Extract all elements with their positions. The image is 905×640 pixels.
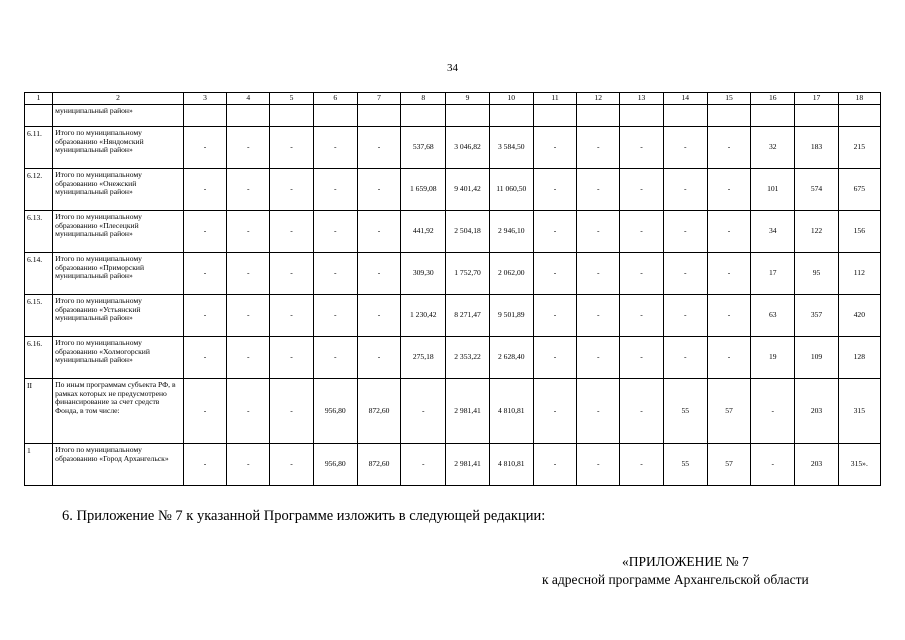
- table-cell: -: [183, 444, 226, 486]
- table-cell: 57: [707, 444, 750, 486]
- table-cell: 9 401,42: [446, 169, 489, 211]
- table-cell: 2 062,00: [489, 253, 533, 295]
- table-header-cell: 8: [401, 93, 446, 105]
- table-cell: -: [707, 211, 750, 253]
- table-cell: -: [577, 379, 620, 444]
- table-cell: 57: [707, 379, 750, 444]
- table-cell-number: 6.14.: [25, 253, 53, 295]
- table-cell: -: [533, 444, 576, 486]
- table-cell: -: [357, 127, 400, 169]
- table-cell: -: [270, 253, 313, 295]
- table-cell: -: [577, 211, 620, 253]
- table-cell-number: 6.12.: [25, 169, 53, 211]
- table-cell: 9 501,89: [489, 295, 533, 337]
- table-cell: 128: [838, 337, 880, 379]
- table-cell: -: [183, 337, 226, 379]
- table-cell: 675: [838, 169, 880, 211]
- table-header-cell: 4: [227, 93, 270, 105]
- data-table: [24, 92, 881, 486]
- table-cell: 441,92: [401, 211, 446, 253]
- table-cell: -: [577, 253, 620, 295]
- table-cell: -: [663, 253, 707, 295]
- table-cell: -: [533, 169, 576, 211]
- table-cell: 2 946,10: [489, 211, 533, 253]
- table-cell: -: [751, 379, 795, 444]
- table-row: [25, 337, 881, 379]
- table-cell: 537,68: [401, 127, 446, 169]
- table-cell: 203: [795, 379, 838, 444]
- body-text: 6. Приложение № 7 к указанной Программе изложить в следующей редакции:: [62, 508, 546, 524]
- table-cell: -: [313, 337, 357, 379]
- table-cell: 11 060,50: [489, 169, 533, 211]
- table-cell: 1 659,08: [401, 169, 446, 211]
- table-header-row: [25, 93, 881, 105]
- table-cell: -: [663, 337, 707, 379]
- table-row: [25, 253, 881, 295]
- table-cell: -: [270, 379, 313, 444]
- table-cell: -: [620, 211, 663, 253]
- table-cell: 2 353,22: [446, 337, 489, 379]
- table-cell-name: Итого по муниципальному образованию «Онежский муниципальный район»: [53, 169, 184, 211]
- table-cell-number: 6.11.: [25, 127, 53, 169]
- table-cell: -: [270, 211, 313, 253]
- table-cell: -: [270, 169, 313, 211]
- table-cell: 275,18: [401, 337, 446, 379]
- table-cell: 34: [751, 211, 795, 253]
- table-cell: 956,80: [313, 444, 357, 486]
- table-row: [25, 295, 881, 337]
- table-cell-number: 6.15.: [25, 295, 53, 337]
- table-cell: -: [183, 127, 226, 169]
- table-cell: 4 810,81: [489, 444, 533, 486]
- table-cell: 215: [838, 127, 880, 169]
- table-header-cell: 16: [751, 93, 795, 105]
- table-cell-number: 6.16.: [25, 337, 53, 379]
- table-cell-name: Итого по муниципальному образованию «Приморский муниципальный район»: [53, 253, 184, 295]
- table-header-cell: 7: [357, 93, 400, 105]
- table-cell: -: [577, 295, 620, 337]
- table-header-cell: 18: [838, 93, 880, 105]
- table-cell: -: [313, 127, 357, 169]
- table-cell: -: [751, 444, 795, 486]
- table-cell: -: [227, 127, 270, 169]
- table-cell: -: [401, 444, 446, 486]
- table-header-cell: 14: [663, 93, 707, 105]
- table-header-cell: 6: [313, 93, 357, 105]
- table-cell: -: [357, 253, 400, 295]
- table-cell: -: [270, 127, 313, 169]
- table-cell: 2 628,40: [489, 337, 533, 379]
- table-cell: -: [707, 169, 750, 211]
- table-cell: -: [577, 127, 620, 169]
- table-cell-number: 6.13.: [25, 211, 53, 253]
- table-cell: 63: [751, 295, 795, 337]
- table-cell: -: [663, 169, 707, 211]
- table-cell: -: [183, 379, 226, 444]
- table-cell-number: 1: [25, 444, 53, 486]
- table-cell: -: [577, 169, 620, 211]
- table-cell: 55: [663, 379, 707, 444]
- appendix-subtitle: к адресной программе Архангельской области: [542, 572, 809, 587]
- table-cell: -: [620, 337, 663, 379]
- table-cell: -: [183, 211, 226, 253]
- table-cell: 574: [795, 169, 838, 211]
- table-cell: -: [577, 444, 620, 486]
- table-cell: [25, 105, 53, 127]
- table-cell: 203: [795, 444, 838, 486]
- table-cell: -: [707, 253, 750, 295]
- table-header-cell: 10: [489, 93, 533, 105]
- table-cell: 183: [795, 127, 838, 169]
- table-cell: 309,30: [401, 253, 446, 295]
- table-cell: -: [533, 337, 576, 379]
- table-cell: 17: [751, 253, 795, 295]
- table-cell: -: [227, 337, 270, 379]
- table-cell-name: Итого по муниципальному образованию «Холмогорский муниципальный район»: [53, 337, 184, 379]
- table-cell: -: [663, 127, 707, 169]
- table-cell: 3 584,50: [489, 127, 533, 169]
- table-cell: -: [707, 127, 750, 169]
- table-cell: -: [357, 211, 400, 253]
- table-header-cell: 1: [25, 93, 53, 105]
- table-cell: -: [620, 253, 663, 295]
- table-cell: -: [357, 337, 400, 379]
- table-cell: -: [707, 295, 750, 337]
- table-cell: -: [227, 211, 270, 253]
- table-cell: -: [533, 253, 576, 295]
- table-cell: 1 752,70: [446, 253, 489, 295]
- table-cell: -: [183, 295, 226, 337]
- table-cell: -: [663, 211, 707, 253]
- table-header-cell: 5: [270, 93, 313, 105]
- table-cell: -: [620, 127, 663, 169]
- table-header-cell: 17: [795, 93, 838, 105]
- table-cell: -: [357, 169, 400, 211]
- table-cell: 2 981,41: [446, 379, 489, 444]
- table-cell: -: [313, 295, 357, 337]
- table-cell: 95: [795, 253, 838, 295]
- table-cell: 956,80: [313, 379, 357, 444]
- table-cell: -: [620, 444, 663, 486]
- table-cell-name: По иным программам субъекта РФ, в рамках которых не предусмотрено финансирование за счет средств Фонда, в том числе:: [53, 379, 184, 444]
- table-cell-number: II: [25, 379, 53, 444]
- table-row: [25, 444, 881, 486]
- table-cell: 420: [838, 295, 880, 337]
- table-cell: 101: [751, 169, 795, 211]
- table-cell-name: Итого по муниципальному образованию «Устьянский муниципальный район»: [53, 295, 184, 337]
- table-cell: -: [227, 379, 270, 444]
- table-cell: 1 230,42: [401, 295, 446, 337]
- table-row: [25, 169, 881, 211]
- table-cell: -: [227, 169, 270, 211]
- table-cell-name: Итого по муниципальному образованию «Плесецкий муниципальный район»: [53, 211, 184, 253]
- table-cell: 122: [795, 211, 838, 253]
- table-cell-name: Итого по муниципальному образованию «Город Архангельск»: [53, 444, 184, 486]
- table-cell-name: муниципальный район»: [53, 105, 184, 127]
- table-header-cell: 11: [533, 93, 576, 105]
- table-cell: -: [183, 253, 226, 295]
- table-cell: -: [227, 253, 270, 295]
- table-cell: 4 810,81: [489, 379, 533, 444]
- table-cell: 19: [751, 337, 795, 379]
- table-cell: 315: [838, 379, 880, 444]
- table-cell: -: [270, 444, 313, 486]
- table-cell: 3 046,82: [446, 127, 489, 169]
- table-cell: -: [533, 211, 576, 253]
- table-cell: -: [533, 295, 576, 337]
- table-cell: 109: [795, 337, 838, 379]
- table-header-cell: 9: [446, 93, 489, 105]
- table-cell: 8 271,47: [446, 295, 489, 337]
- table-cell: -: [533, 127, 576, 169]
- table-cell: 2 981,41: [446, 444, 489, 486]
- table-row: [25, 211, 881, 253]
- table-cell: -: [620, 295, 663, 337]
- table-cell: 872,60: [357, 444, 400, 486]
- table-cell: -: [270, 337, 313, 379]
- table-cell: -: [663, 295, 707, 337]
- table-cell: -: [401, 379, 446, 444]
- table-cell: 55: [663, 444, 707, 486]
- table-cell: 156: [838, 211, 880, 253]
- table-header-cell: 12: [577, 93, 620, 105]
- table-cell: 315».: [838, 444, 880, 486]
- table-row: [25, 379, 881, 444]
- table-row-continuation: [25, 105, 881, 127]
- page-number: 34: [447, 62, 458, 74]
- table-row: [25, 127, 881, 169]
- table-cell: 872,60: [357, 379, 400, 444]
- table-header-cell: 15: [707, 93, 750, 105]
- table-cell: 357: [795, 295, 838, 337]
- table-cell: -: [357, 295, 400, 337]
- table-cell: -: [533, 379, 576, 444]
- table-cell: -: [183, 169, 226, 211]
- table-cell: -: [577, 337, 620, 379]
- table-cell: -: [620, 379, 663, 444]
- appendix-title: «ПРИЛОЖЕНИЕ № 7: [622, 554, 749, 569]
- table-cell: -: [313, 169, 357, 211]
- table-cell: -: [313, 253, 357, 295]
- table-header-cell: 2: [53, 93, 184, 105]
- table-cell: 32: [751, 127, 795, 169]
- table-cell: -: [620, 169, 663, 211]
- table-header-cell: 13: [620, 93, 663, 105]
- table-cell-name: Итого по муниципальному образованию «Няндомский муниципальный район»: [53, 127, 184, 169]
- table-cell: -: [707, 337, 750, 379]
- table-cell: -: [313, 211, 357, 253]
- table-header-cell: 3: [183, 93, 226, 105]
- table-cell: 2 504,18: [446, 211, 489, 253]
- table-cell: -: [227, 444, 270, 486]
- table-cell: -: [227, 295, 270, 337]
- table-cell: 112: [838, 253, 880, 295]
- table-cell: -: [270, 295, 313, 337]
